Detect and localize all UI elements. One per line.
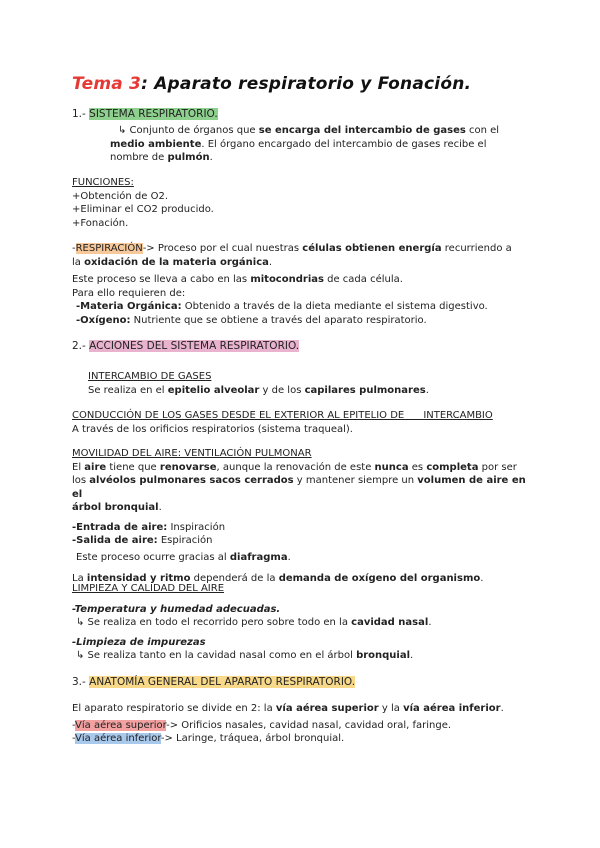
- page-title: [72, 74, 471, 94]
- section-2-heading: 2.- ACCIONES DEL SISTEMA RESPIRATORIO.: [72, 340, 300, 352]
- section-1-heading: 1.- SISTEMA RESPIRATORIO.: [72, 108, 218, 120]
- funciones-block: [72, 176, 532, 230]
- heading-anatomia: ANATOMÍA GENERAL DEL APARATO RESPIRATORIO.: [89, 676, 356, 688]
- funcion-item: +Eliminar el CO2 producido.: [72, 204, 214, 215]
- funciones-heading: FUNCIONES:: [72, 177, 134, 188]
- movilidad-block: MOVILIDAD DEL AIRE: VENTILACIÓN PULMONAR El aire tiene que renovarse, aunque la renovación de este nunca es completa por ser los alvéolos pulmonares sacos cerrados y mantener siempre un volumen de aire en el árbol bronquial. -Entrada de aire: Inspiración -Salida de aire: Espiración Este proceso ocurre gracias al diafragma. La intensidad y ritmo dependerá de la demanda de oxígeno del organismo.: [72, 448, 526, 584]
- funcion-item: +Obtención de O2.: [72, 190, 169, 202]
- title-prefix: Tema 3: [72, 74, 142, 94]
- funcion-item: +Fonación.: [72, 217, 129, 229]
- respiracion-block: -RESPIRACIÓN-> Proceso por el cual nuestras células obtienen energía recurriendo a la oxidación de la materia orgánica. Este proceso se lleva a cabo en las mitocondrias de cada célula. Para ello requieren de: -Materia Orgánica: Obtenido a través de la dieta mediante el sistema digestivo. -Oxígeno: Nutriente que se obtiene a través del aparato respiratorio.: [72, 243, 512, 326]
- via-superior-label: Vía aérea superior: [75, 719, 167, 731]
- heading-sistema-respiratorio: SISTEMA RESPIRATORIO.: [89, 108, 218, 120]
- heading-acciones: ACCIONES DEL SISTEMA RESPIRATORIO.: [89, 340, 300, 352]
- section-3-heading: 3.- ANATOMÍA GENERAL DEL APARATO RESPIRATORIO.: [72, 676, 356, 688]
- intercambio-block: INTERCAMBIO DE GASES Se realiza en el epitelio alveolar y de los capilares pulmonares.: [88, 371, 429, 396]
- anatomia-block: El aparato respiratorio se divide en 2: la vía aérea superior y la vía aérea inferior. -Vía aérea superior-> Orificios nasales, cavidad nasal, cavidad oral, faringe. -Vía aérea inferior-> Laringe, tráquea, árbol bronquial.: [72, 703, 504, 744]
- limpieza-block: LIMPIEZA Y CALIDAD DEL AIRE -Temperatura y humedad adecuadas. ↳ Se realiza en todo el recorrido pero sobre todo en la cavidad nasal. -Limpieza de impurezas ↳ Se realiza tanto en la cavidad nasal como en el árbol bronquial.: [72, 583, 432, 661]
- conduccion-block: CONDUCCIÓN DE LOS GASES DESDE EL EXTERIOR AL EPITELIO DE INTERCAMBIO A través de los orificios respiratorios (sistema traqueal).: [72, 410, 493, 435]
- respiracion-label: RESPIRACIÓN: [75, 243, 143, 254]
- via-inferior-label: Vía aérea inferior: [75, 733, 161, 744]
- section-1-body: ↳ Conjunto de órganos que se encarga del intercambio de gases con el medio ambiente. El órgano encargado del intercambio de gases recibe el nombre de pulmón.: [110, 125, 500, 163]
- title-rest: : Aparato respiratorio y Fonación.: [141, 74, 472, 94]
